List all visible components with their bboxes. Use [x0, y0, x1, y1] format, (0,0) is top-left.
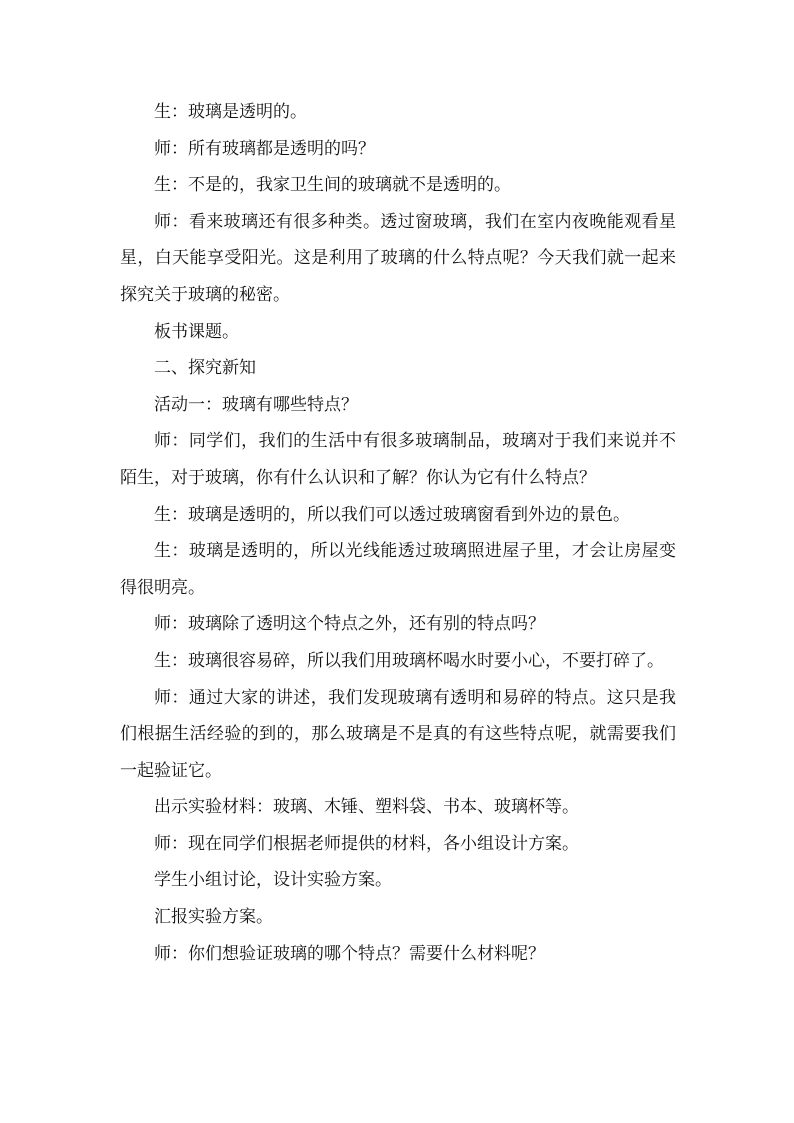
paragraph: 板书课题。: [154, 321, 239, 342]
section-heading: 二、探究新知: [154, 358, 256, 379]
activity-heading: 活动一：玻璃有哪些特点？: [154, 394, 358, 415]
paragraph: 师：你们想验证玻璃的哪个特点？需要什么材料呢？: [154, 943, 545, 964]
paragraph: 生：不是的，我家卫生间的玻璃就不是透明的。: [154, 175, 511, 196]
paragraph: 学生小组讨论，设计实验方案。: [154, 870, 392, 891]
paragraph: 师：所有玻璃都是透明的吗？: [154, 138, 375, 159]
paragraph: 生：玻璃是透明的，所以光线能透过玻璃照进屋子里，才会让房屋变得很明亮。: [120, 541, 676, 598]
document-body: [120, 94, 676, 972]
paragraph: 生：玻璃很容易碎，所以我们用玻璃杯喝水时要小心，不要打碎了。: [154, 650, 664, 671]
paragraph: 生：玻璃是透明的。: [154, 102, 307, 122]
paragraph: 出示实验材料：玻璃、木锤、塑料袋、书本、玻璃杯等。: [154, 797, 579, 818]
paragraph: 汇报实验方案。: [154, 907, 273, 928]
paragraph: 师：看来玻璃还有很多种类。透过窗玻璃，我们在室内夜晚能观看星星，白天能享受阳光。这是利用了玻璃的什么特点呢？今天我们就一起来探究关于玻璃的秘密。: [120, 211, 676, 305]
paragraph: 师：通过大家的讲述，我们发现玻璃有透明和易碎的特点。这只是我们根据生活经验的到的，那么玻璃是不是真的有这些特点呢，就需要我们一起验证它。: [120, 687, 676, 781]
paragraph: 师：现在同学们根据老师提供的材料，各小组设计方案。: [154, 833, 579, 854]
paragraph: 生：玻璃是透明的，所以我们可以透过玻璃窗看到外边的景色。: [154, 504, 630, 525]
paragraph: 师：同学们，我们的生活中有很多玻璃制品，玻璃对于我们来说并不陌生，对于玻璃，你有什么认识和了解？你认为它有什么特点？: [120, 431, 676, 488]
paragraph: 师：玻璃除了透明这个特点之外，还有别的特点吗？: [154, 614, 545, 635]
